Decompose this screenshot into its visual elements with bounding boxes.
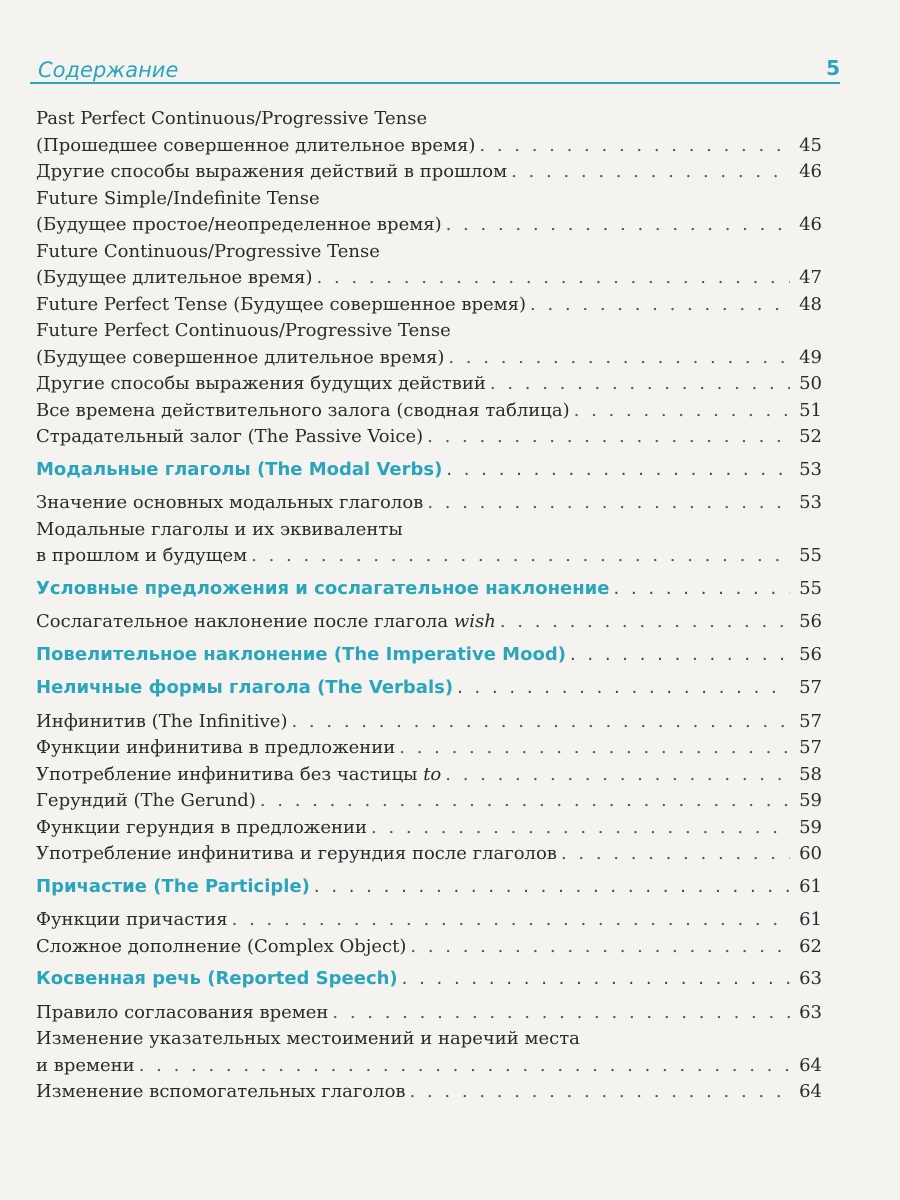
toc-entry-title: Инфинитив (The Infinitive): [36, 710, 288, 732]
toc-entry[interactable]: [36, 1000, 822, 1027]
page-header: [30, 58, 840, 84]
dot-leader: [314, 874, 790, 901]
toc-entry-title: [36, 609, 496, 636]
toc-page-number: 52: [799, 426, 822, 447]
dot-leader: [500, 609, 790, 636]
toc-entry-title: (Будущее совершенное длительное время): [36, 346, 445, 368]
dot-leader: [445, 762, 790, 789]
dot-leader: [251, 543, 790, 570]
toc-page-number: 58: [799, 763, 822, 785]
toc-page-number: 63: [799, 968, 822, 989]
dot-leader: [402, 966, 790, 993]
dot-leader: [332, 1000, 790, 1027]
toc-entry[interactable]: [36, 609, 822, 636]
toc-entry[interactable]: [36, 212, 822, 239]
toc-entry[interactable]: [36, 159, 822, 186]
toc-entry-first-line: Future Simple/Indefinite Tense: [36, 187, 320, 209]
toc-entry-title: в прошлом и будущем: [36, 545, 248, 566]
dot-leader: [291, 709, 790, 736]
toc-entry-title: Функции причастия: [36, 909, 228, 930]
toc-entry[interactable]: [36, 735, 822, 762]
toc-entry-title: (Будущее длительное время): [36, 267, 313, 288]
toc-entry-title: (Прошедшее совершенное длительное время): [36, 134, 476, 156]
header-rule: [30, 82, 840, 84]
dot-leader: [427, 490, 790, 517]
header-title: Содержание: [38, 58, 179, 82]
toc-page-number: 59: [799, 790, 822, 811]
dot-leader: [139, 1053, 790, 1080]
toc-page-number: 55: [799, 577, 822, 599]
toc-entry-title: Неличные формы глагола (The Verbals): [36, 677, 454, 698]
toc-entry[interactable]: [36, 424, 822, 451]
toc-entry[interactable]: [36, 265, 822, 292]
toc-entry-title: Модальные глаголы (The Modal Verbs): [36, 458, 443, 480]
toc-page-number: 57: [799, 737, 822, 758]
toc-page-number: 46: [799, 161, 822, 182]
toc-entry[interactable]: [36, 709, 822, 736]
toc-page-number: 57: [799, 677, 822, 698]
toc-entry[interactable]: [36, 788, 822, 815]
dot-leader: [490, 371, 790, 398]
toc-entry-title: Повелительное наклонение (The Imperative Mood): [36, 643, 566, 665]
toc-entry-first-line: Future Perfect Continuous/Progressive Tense: [36, 320, 451, 341]
toc-entry-title-text: Употребление инфинитива без частицы: [36, 763, 424, 785]
toc-page-number: 47: [799, 267, 822, 288]
dot-leader: [530, 292, 790, 319]
toc-entry-title: Условные предложения и сослагательное наклонение: [36, 577, 610, 599]
dot-leader: [410, 934, 790, 961]
dot-leader: [479, 133, 790, 160]
toc-page-number: 51: [799, 399, 822, 421]
toc-entry-title: Future Perfect Tense (Будущее совершенное время): [36, 293, 527, 315]
toc-entry-title: Изменение вспомогательных глаголов: [36, 1081, 406, 1102]
toc-entry-title-italic: to: [423, 763, 442, 785]
toc-page-number: 48: [799, 293, 822, 315]
page-number: 5: [820, 56, 840, 80]
toc-entry[interactable]: [36, 934, 822, 961]
toc-entry-title: Другие способы выражения будущих действий: [36, 373, 486, 394]
toc-entry[interactable]: [36, 490, 822, 517]
toc-entry[interactable]: [36, 543, 822, 570]
toc-page-number: 56: [799, 611, 822, 632]
toc-entry[interactable]: [36, 1079, 822, 1106]
dot-leader: [232, 907, 790, 934]
toc-entry-title: Функции инфинитива в предложении: [36, 737, 396, 758]
toc-entry-title: Страдательный залог (The Passive Voice): [36, 426, 424, 447]
toc-entry[interactable]: [36, 815, 822, 842]
toc-section-heading[interactable]: [36, 642, 822, 669]
dot-leader: [427, 424, 790, 451]
toc-section-heading[interactable]: [36, 966, 822, 993]
toc-entry-title: Сложное дополнение (Complex Object): [36, 935, 407, 957]
toc-entry-title: [36, 762, 441, 789]
toc-entry-title: Причастие (The Participle): [36, 875, 310, 897]
dot-leader: [371, 815, 790, 842]
toc-entry[interactable]: [36, 371, 822, 398]
dot-leader: [446, 457, 790, 484]
toc-page-number: 63: [799, 1001, 822, 1023]
toc-page-number: 61: [799, 909, 822, 930]
toc-page-number: 53: [799, 492, 822, 513]
dot-leader: [614, 576, 791, 603]
toc-entry[interactable]: [36, 907, 822, 934]
toc-section-heading[interactable]: [36, 874, 822, 901]
dot-leader: [511, 159, 790, 186]
toc-page-number: 46: [799, 214, 822, 235]
dot-leader: [260, 788, 790, 815]
toc-page-number: 60: [799, 843, 822, 864]
toc-entry[interactable]: [36, 292, 822, 319]
toc-page-number: 64: [799, 1054, 822, 1076]
toc-entry-title: и времени: [36, 1054, 135, 1076]
toc-page-number: 50: [799, 373, 822, 394]
toc-entry-title: Функции герундия в предложении: [36, 816, 368, 838]
dot-leader: [457, 675, 790, 702]
toc-entry-title: Герундий (The Gerund): [36, 790, 256, 811]
dot-leader: [410, 1079, 790, 1106]
dot-leader: [448, 345, 790, 372]
toc-page-number: 64: [799, 1081, 822, 1102]
toc-entry-first-line: Модальные глаголы и их эквиваленты: [36, 518, 403, 540]
toc-entry-first-line: Past Perfect Continuous/Progressive Tense: [36, 108, 428, 129]
toc-entry[interactable]: [36, 841, 822, 868]
toc-entry-title: Значение основных модальных глаголов: [36, 492, 424, 513]
toc-entry-title: (Будущее простое/неопределенное время): [36, 214, 442, 235]
dot-leader: [574, 398, 790, 425]
dot-leader: [446, 212, 790, 239]
dot-leader: [317, 265, 790, 292]
toc-entry-title: Правило согласования времен: [36, 1001, 329, 1023]
toc-page-number: 61: [799, 875, 822, 897]
table-of-contents: [36, 106, 822, 1106]
toc-page-number: 45: [799, 134, 822, 156]
toc-page-number: 62: [799, 935, 822, 957]
toc-entry-title: Все времена действительного залога (сводная таблица): [36, 399, 570, 421]
toc-entry[interactable]: [36, 133, 822, 160]
toc-entry[interactable]: [36, 398, 822, 425]
toc-entry-title: Косвенная речь (Reported Speech): [36, 968, 398, 989]
toc-section-heading[interactable]: [36, 457, 822, 484]
toc-section-heading[interactable]: [36, 576, 822, 603]
dot-leader: [570, 642, 790, 669]
toc-entry-first-line: Изменение указательных местоимений и наречий места: [36, 1028, 580, 1049]
toc-page-number: 49: [799, 346, 822, 368]
toc-entry-title-text: Сослагательное наклонение после глагола: [36, 611, 454, 632]
toc-entry-title-italic: wish: [453, 611, 496, 632]
toc-entry[interactable]: [36, 1053, 822, 1080]
toc-entry-title: Употребление инфинитива и герундия после глаголов: [36, 843, 557, 864]
toc-entry-title: Другие способы выражения действий в прошлом: [36, 161, 508, 182]
toc-page-number: 59: [799, 816, 822, 838]
toc-entry-first-line: Future Continuous/Progressive Tense: [36, 240, 380, 262]
toc-page-number: 55: [799, 545, 822, 566]
toc-page-number: 57: [799, 710, 822, 732]
toc-page-number: 56: [799, 643, 822, 665]
toc-page-number: 53: [799, 458, 822, 480]
toc-entry[interactable]: [36, 345, 822, 372]
toc-section-heading[interactable]: [36, 675, 822, 702]
dot-leader: [561, 841, 790, 868]
toc-entry[interactable]: [36, 762, 822, 789]
dot-leader: [399, 735, 790, 762]
